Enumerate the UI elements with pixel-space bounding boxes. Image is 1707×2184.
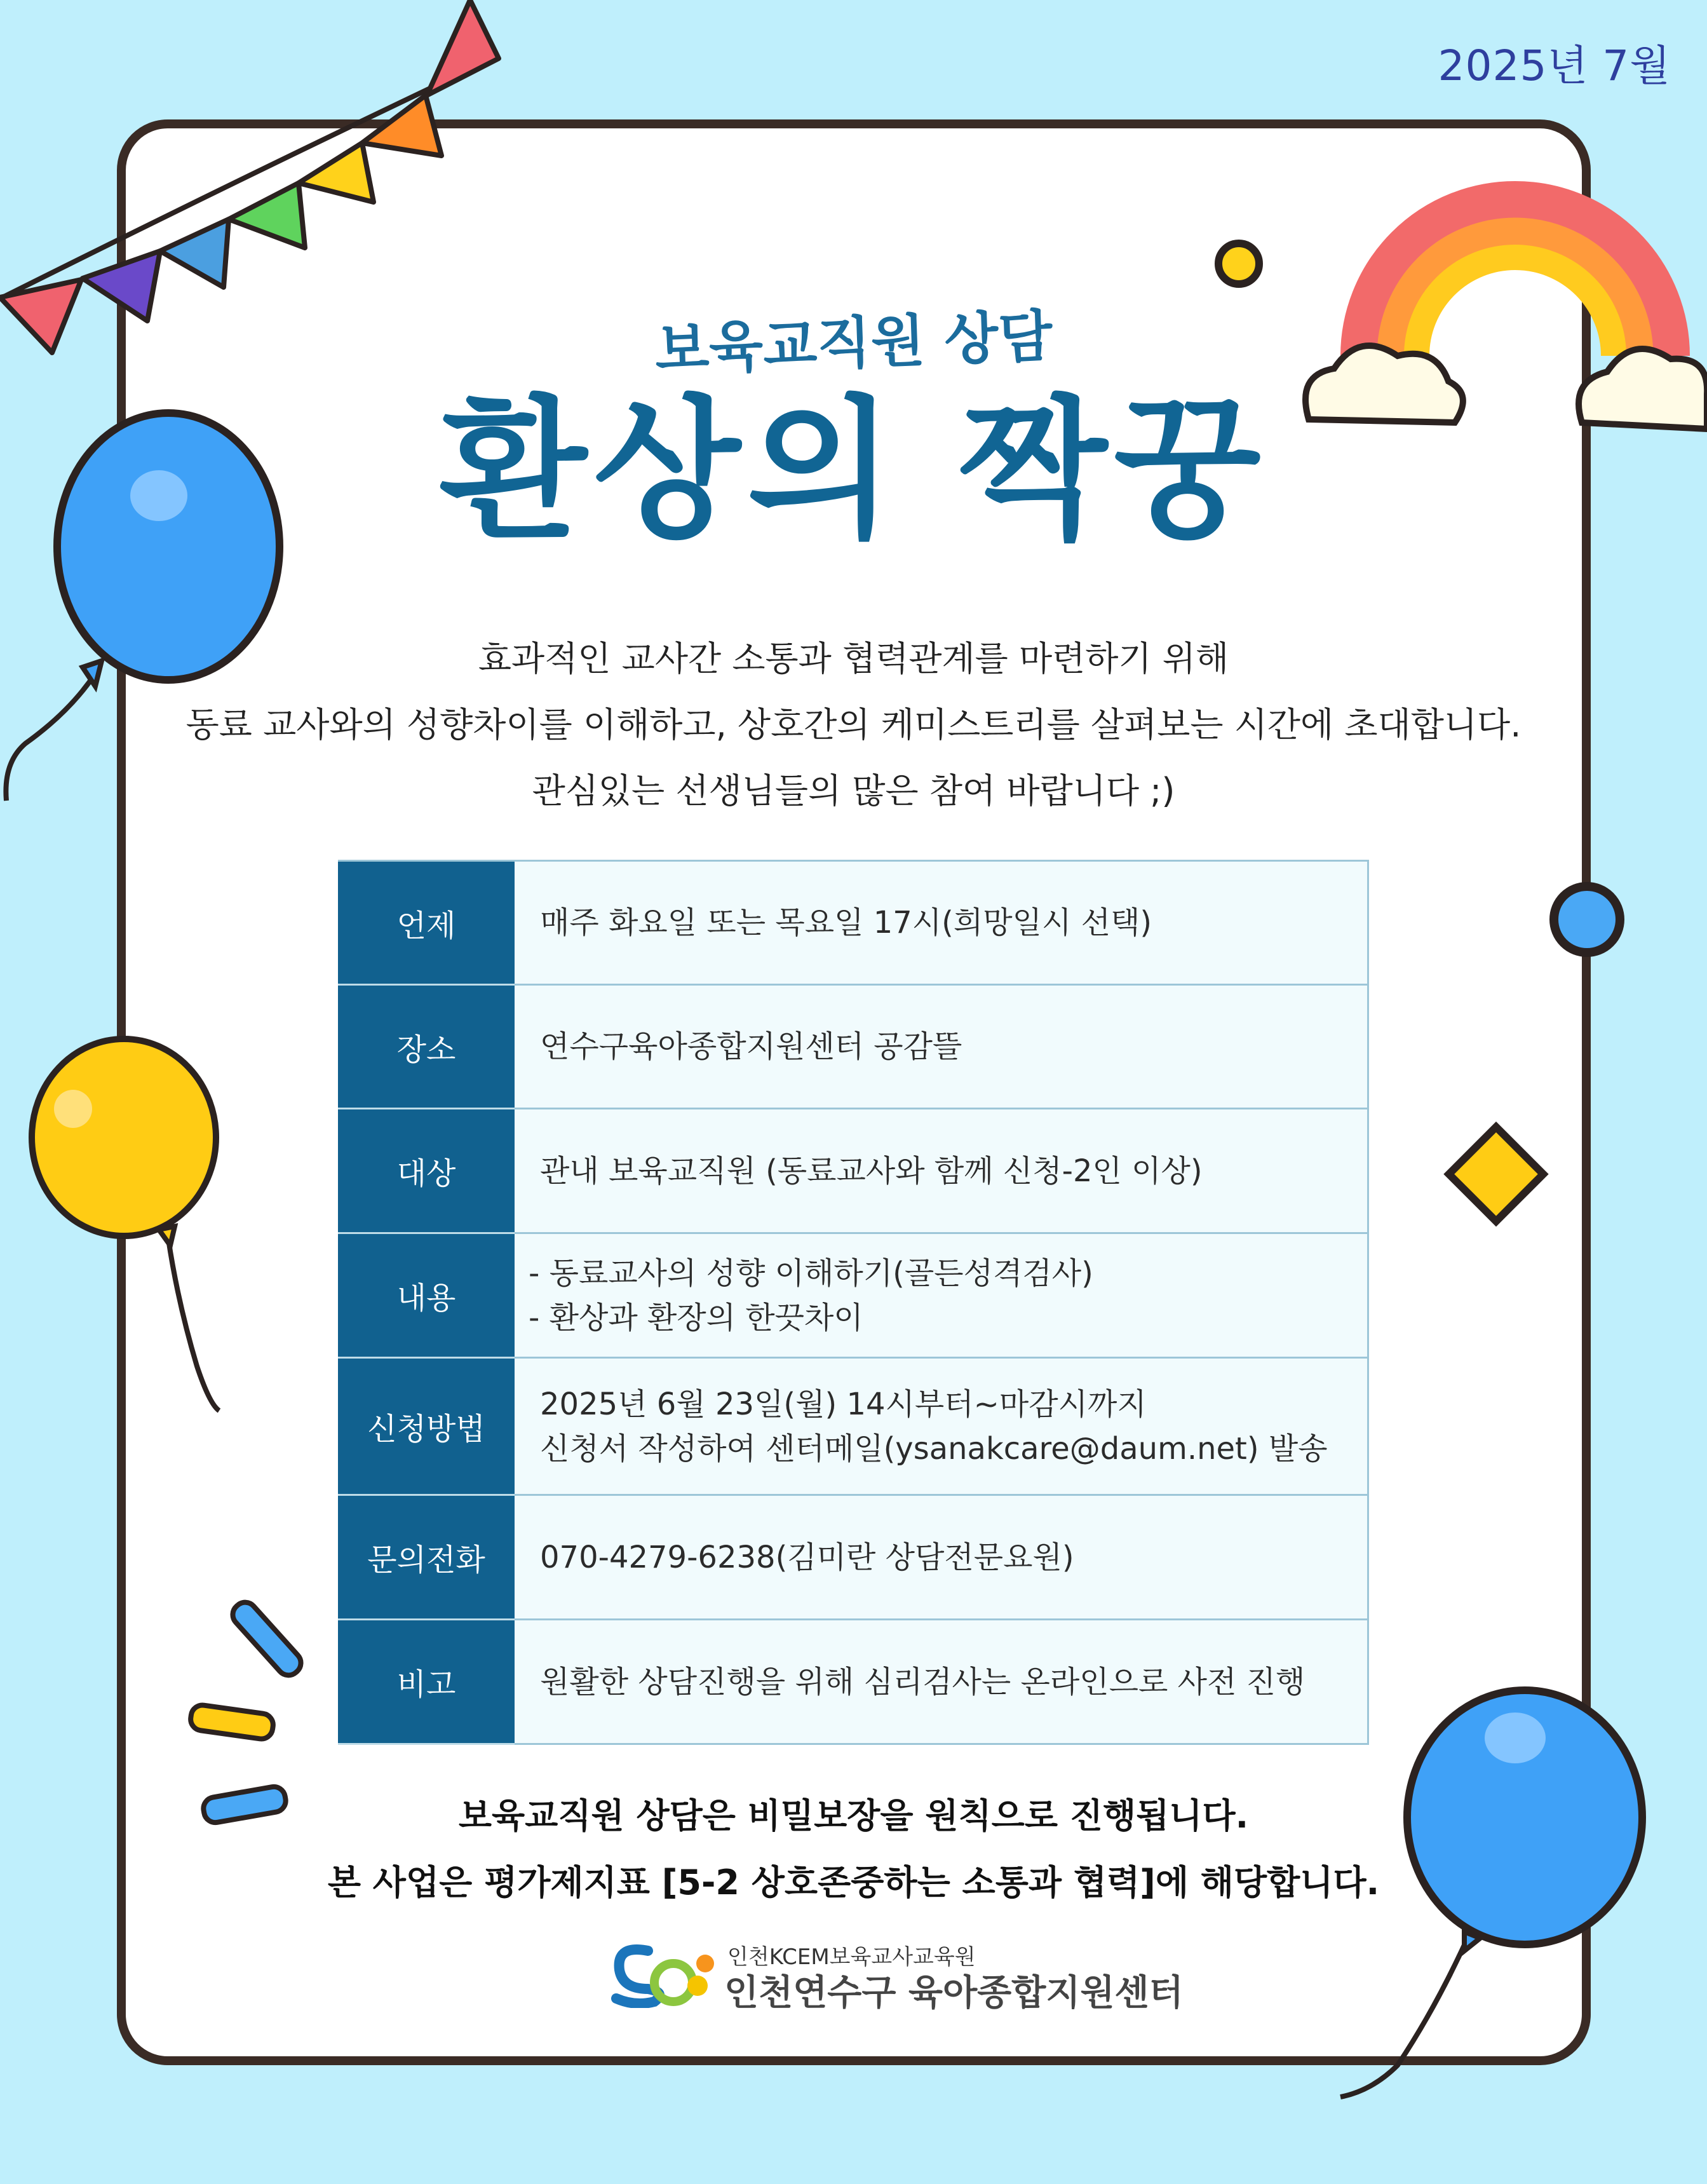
row-value-line: 2025년 6월 23일(월) 14시부터~마감시까지 bbox=[540, 1386, 1147, 1422]
row-value-line: - 동료교사의 성향 이해하기(골든성격검사) bbox=[529, 1255, 1093, 1291]
evaluation-note: 본 사업은 평가제지표 [5-2 상호존중하는 소통과 협력]에 해당합니다. bbox=[327, 1862, 1380, 1903]
row-key: 비고 bbox=[338, 1620, 515, 1744]
yellow-balloon-icon bbox=[32, 1039, 219, 1411]
ring-icon bbox=[1218, 243, 1259, 284]
table-row bbox=[338, 1109, 1368, 1233]
info-table bbox=[338, 860, 1369, 1745]
intro-line: 관심있는 선생님들의 많은 참여 바랍니다 ;) bbox=[532, 771, 1175, 811]
bunting-icon bbox=[0, 0, 499, 353]
subtitle: 보육교직원 상담 bbox=[654, 303, 1054, 383]
logo-title: 인천연수구 육아종합지원센터 bbox=[724, 1972, 1184, 2014]
row-value-line: 원활한 상담진행을 위해 심리검사는 온라인으로 사전 진행 bbox=[540, 1664, 1306, 1700]
row-key: 신청방법 bbox=[338, 1358, 515, 1495]
page-title: 환상의 짝꿍 bbox=[440, 381, 1267, 559]
row-key: 대상 bbox=[338, 1109, 515, 1233]
row-value bbox=[515, 985, 1368, 1109]
row-key: 장소 bbox=[338, 985, 515, 1109]
center-logo-icon bbox=[604, 1938, 718, 2008]
row-value bbox=[515, 1109, 1368, 1233]
table-row bbox=[338, 1495, 1368, 1620]
row-value-line: 연수구육아종합지원센터 공감뜰 bbox=[540, 1029, 962, 1064]
row-value-line: 관내 보육교직원 (동료교사와 함께 신청-2인 이상) bbox=[540, 1153, 1203, 1189]
row-key: 내용 bbox=[338, 1233, 515, 1358]
row-value bbox=[515, 861, 1368, 985]
date-label: 2025년 7월 bbox=[1438, 41, 1671, 90]
row-value-line: 신청서 작성하여 센터메일(ysanakcare@daum.net) 발송 bbox=[540, 1430, 1328, 1467]
table-row bbox=[338, 1233, 1368, 1358]
row-value-line: - 환상과 환장의 한끗차이 bbox=[529, 1299, 863, 1336]
intro-line: 동료 교사와의 성향차이를 이해하고, 상호간의 케미스트리를 살펴보는 시간에 초대합니다. bbox=[186, 705, 1521, 745]
table-row bbox=[338, 985, 1368, 1109]
ring-icon-blue bbox=[1554, 886, 1620, 953]
row-value-line: 070-4279-6238(김미란 상담전문요원) bbox=[540, 1539, 1074, 1575]
intro-text bbox=[0, 626, 1707, 824]
logo-subtitle: 인천KCEM보육교사교육원 bbox=[727, 1944, 976, 1970]
row-value bbox=[515, 1358, 1368, 1495]
row-key: 문의전화 bbox=[338, 1495, 515, 1620]
table-row bbox=[338, 861, 1368, 985]
row-key: 언제 bbox=[338, 861, 515, 985]
diamond-icon bbox=[1449, 1127, 1543, 1221]
row-value bbox=[515, 1495, 1368, 1620]
row-value-line: 매주 화요일 또는 목요일 17시(희망일시 선택) bbox=[540, 905, 1152, 940]
intro-line: 효과적인 교사간 소통과 협력관계를 마련하기 위해 bbox=[478, 639, 1229, 679]
privacy-note: 보육교직원 상담은 비밀보장을 원칙으로 진행됩니다. bbox=[458, 1796, 1249, 1836]
row-value bbox=[515, 1620, 1368, 1744]
table-row bbox=[338, 1620, 1368, 1744]
table-row bbox=[338, 1358, 1368, 1495]
row-value bbox=[515, 1233, 1368, 1358]
